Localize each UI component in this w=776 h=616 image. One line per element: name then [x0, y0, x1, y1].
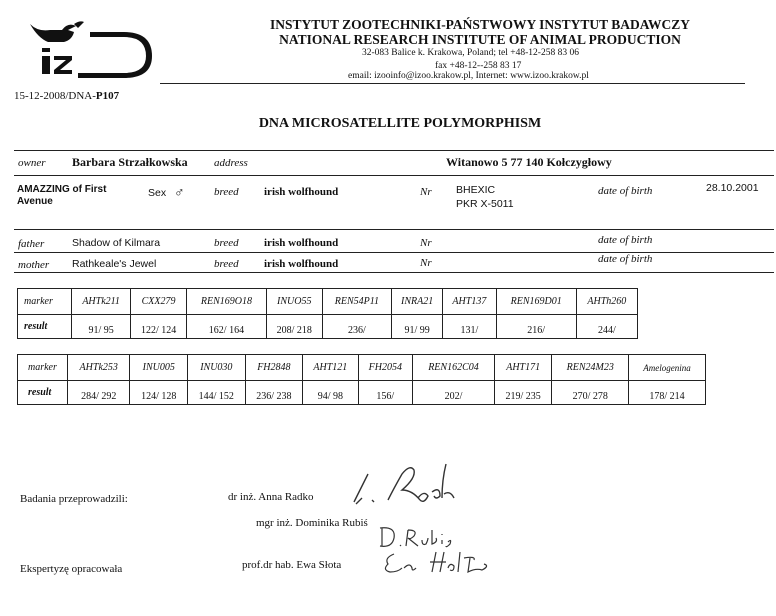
dog-nr-2: PKR X-5011 [456, 198, 514, 210]
result-cell: 91/ 99 [392, 315, 443, 339]
dog-dob: 28.10.2001 [706, 182, 759, 194]
expertise-label: Ekspertyzę opracowała [20, 563, 123, 575]
signature-slota [380, 546, 500, 578]
result-label: result [18, 315, 72, 339]
result-label: result [18, 381, 68, 405]
father-breed: irish wolfhound [264, 237, 339, 249]
marker-row [18, 289, 638, 315]
document-title: DNA MICROSATELLITE POLYMORPHISM [258, 116, 542, 131]
marker-label: marker [18, 289, 72, 315]
father-breed-label: breed [214, 237, 239, 249]
marker-cell: REN162C04 [413, 355, 495, 381]
dog-breed: irish wolfhound [264, 186, 339, 198]
sex-label: Sex [148, 187, 167, 199]
result-cell: 216/ [496, 315, 576, 339]
father-label: father [18, 238, 45, 250]
father-row-top-rule [14, 229, 774, 230]
result-cell: 156/ [358, 381, 413, 405]
mother-breed-label: breed [214, 258, 239, 270]
address-label: address [214, 157, 248, 169]
mother-nr-label: Nr [420, 257, 432, 269]
research-label: Badania przeprowadzili: [20, 493, 128, 505]
marker-cell: INU030 [188, 355, 246, 381]
result-cell: 208/ 218 [266, 315, 322, 339]
breed-label: breed [214, 186, 239, 198]
institute-logo [28, 18, 156, 82]
document-reference [14, 90, 119, 102]
owner-row-bottom-rule [14, 175, 774, 176]
result-cell: 270/ 278 [552, 381, 629, 405]
result-row [18, 315, 638, 339]
marker-cell: AHT171 [494, 355, 552, 381]
marker-row [18, 355, 706, 381]
mother-breed: irish wolfhound [264, 258, 339, 270]
owner-name: Barbara Strzałkowska [72, 155, 188, 169]
result-cell: 219/ 235 [494, 381, 552, 405]
marker-cell: REN169D01 [496, 289, 576, 315]
father-name: Shadow of Kilmara [72, 237, 161, 249]
result-cell: 122/ 124 [131, 315, 187, 339]
result-cell: 284/ 292 [68, 381, 130, 405]
male-sex-icon: ♂ [174, 184, 185, 200]
marker-cell: FH2054 [358, 355, 413, 381]
dog-name: AMAZZING of First Avenue [17, 184, 107, 207]
marker-cell: INU005 [130, 355, 188, 381]
marker-table-2 [17, 354, 706, 405]
result-cell: 124/ 128 [130, 381, 188, 405]
marker-label: marker [18, 355, 68, 381]
marker-cell: INUO55 [266, 289, 322, 315]
owner-label: owner [18, 157, 46, 169]
result-cell: 162/ 164 [186, 315, 266, 339]
signature-radko [350, 460, 460, 510]
dob-label: date of birth [598, 185, 653, 197]
marker-cell: REN54P11 [322, 289, 391, 315]
mother-label: mother [18, 259, 50, 271]
institute-fax: fax +48-12--258 83 17 [435, 61, 522, 71]
expert-name: prof.dr hab. Ewa Słota [242, 559, 342, 571]
father-dob-label: date of birth [598, 234, 653, 246]
result-cell: 94/ 98 [303, 381, 358, 405]
father-nr-label: Nr [420, 237, 432, 249]
marker-cell: Amelogenina [628, 355, 705, 381]
marker-cell: REN169O18 [186, 289, 266, 315]
result-row [18, 381, 706, 405]
marker-cell: INRA21 [392, 289, 443, 315]
mother-name: Rathkeale's Jewel [72, 258, 157, 270]
result-cell: 244/ [576, 315, 637, 339]
marker-table-1 [17, 288, 638, 339]
result-cell: 91/ 95 [72, 315, 131, 339]
marker-cell: AHTk253 [68, 355, 130, 381]
researcher-2: mgr inż. Dominika Rubiś [256, 517, 368, 529]
marker-cell: AHTk211 [72, 289, 131, 315]
institute-name-en: NATIONAL RESEARCH INSTITUTE OF ANIMAL PRODUCTION [279, 32, 681, 47]
institute-name-pl: INSTYTUT ZOOTECHNIKI-PAŃSTWOWY INSTYTUT BADAWCZY [270, 17, 690, 32]
marker-cell: FH2848 [245, 355, 303, 381]
result-cell: 202/ [413, 381, 495, 405]
result-cell: 178/ 214 [628, 381, 705, 405]
result-cell: 236/ [322, 315, 391, 339]
institute-address: 32-083 Balice k. Krakowa, Poland; tel +48-12-258 83 06 [362, 48, 579, 58]
nr-label: Nr [420, 186, 432, 198]
marker-cell: AHT137 [443, 289, 497, 315]
dog-nr-1: BHEXIC [456, 184, 496, 196]
marker-cell: AHTh260 [576, 289, 637, 315]
result-cell: 131/ [443, 315, 497, 339]
result-cell: 236/ 238 [245, 381, 303, 405]
owner-address: Witanowo 5 77 140 Kołczygłowy [446, 155, 612, 169]
mother-row-bottom-rule [14, 272, 774, 273]
mother-dob-label: date of birth [598, 253, 653, 265]
marker-cell: REN24M23 [552, 355, 629, 381]
header-rule [160, 83, 745, 84]
reference-prefix: 15-12-2008/DNA- [14, 90, 96, 102]
reference-number: P107 [95, 90, 120, 102]
marker-cell: CXX279 [131, 289, 187, 315]
owner-row-top-rule [14, 150, 774, 151]
researcher-1: dr inż. Anna Radko [228, 491, 314, 503]
result-cell: 144/ 152 [188, 381, 246, 405]
father-row-bottom-rule [14, 252, 774, 253]
institute-contact: email: izooinfo@izoo.krakow.pl, Internet: www.izoo.krakow.pl [348, 71, 589, 81]
marker-cell: AHT121 [303, 355, 358, 381]
